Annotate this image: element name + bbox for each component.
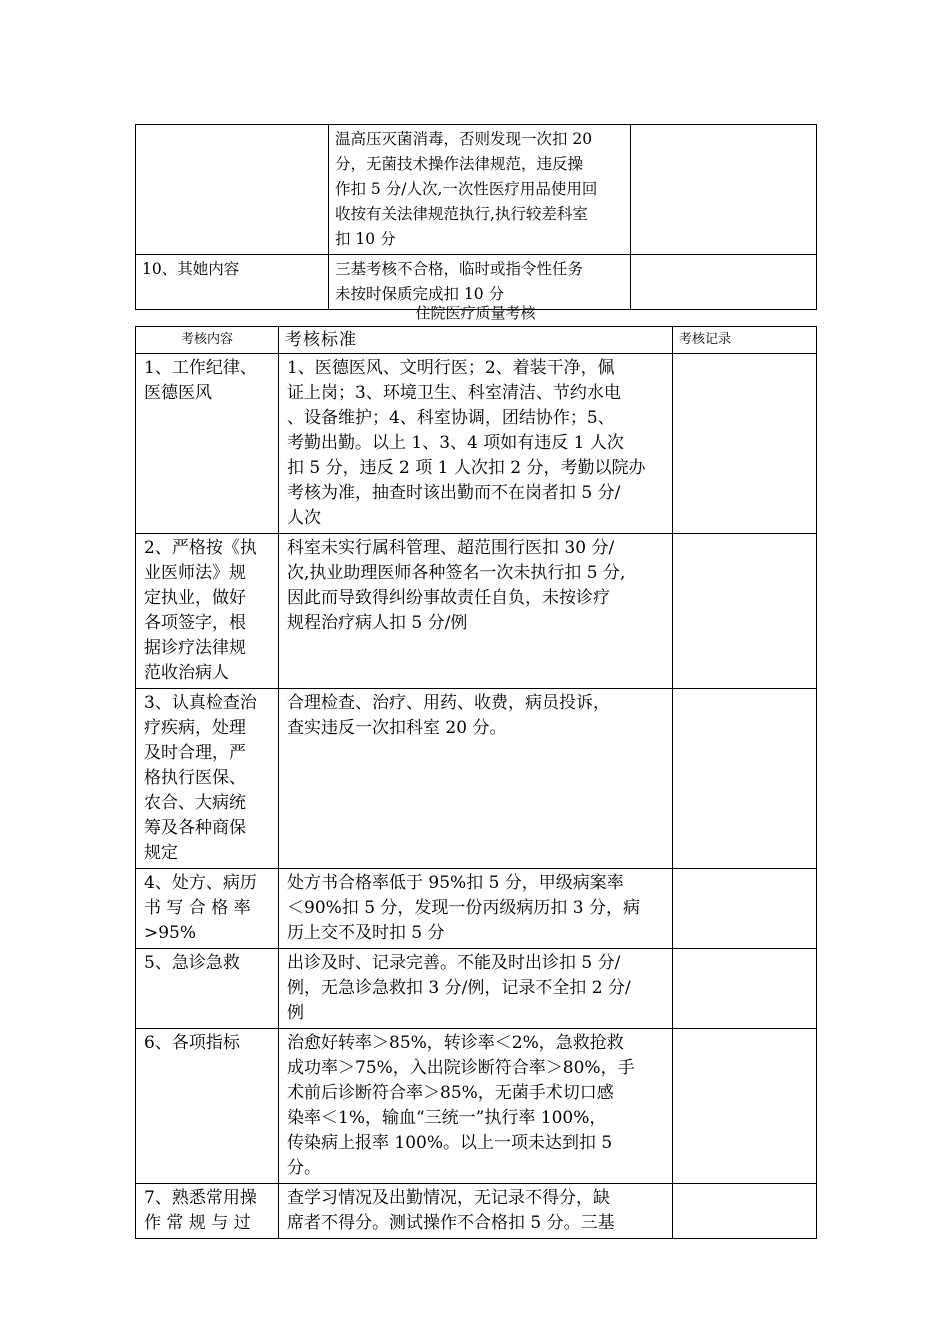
table-row [136,125,817,255]
record-cell [631,125,817,255]
table-row [136,534,817,689]
standard-cell: 合理检查、治疗、用药、收费，病员投诉， 查实违反一次扣科室 20 分。 [279,689,673,869]
standard-cell: 1、医德医风、文明行医；2、着装干净，佩 证上岗；3、环境卫生、科室清洁、节约水电 、设备维护；4、科室协调，团结协作；5、 考勤出勤。以上 1、3、4 项如有违反 1 人次 扣 5 分，违反 2 项 1 人次扣 2 分，考勤以院办 考核为准，抽查时该出勤而不在岗者扣 5 分/ 人次 [279,354,673,534]
standard-cell: 科室未实行属科管理、超范围行医扣 30 分/ 次,执业助理医师各种签名一次未执行扣 5 分, 因此而导致得纠纷事故责任自负，未按诊疗 规程治疗病人扣 5 分/例 [279,534,673,689]
record-cell [673,354,817,534]
table-caption: 住院医疗质量考核 [415,304,536,322]
standard-cell: 治愈好转率＞85%，转诊率＜2%，急救抢救 成功率＞75%，入出院诊断符合率＞80%，手 术前后诊断符合率＞85%，无菌手术切口感 染率＜1%，输血“三统一”执行率 100%， 传染病上报率 100%。以上一项未达到扣 5 分。 [279,1029,673,1184]
content-cell: 1、工作纪律、 医德医风 [136,354,279,534]
table-row [136,869,817,949]
table-row [136,1029,817,1184]
table-row [136,689,817,869]
record-cell [673,689,817,869]
standard-cell: 温高压灭菌消毒，否则发现一次扣 20 分，无菌技术操作法律规范，违反操 作扣 5 分/人次,一次性医疗用品使用回 收按有关法律规范执行,执行较差科室 扣 10 分 [329,125,631,255]
standard-cell: 处方书合格率低于 95%扣 5 分，甲级病案率 ＜90%扣 5 分，发现一份丙级病历扣 3 分，病 历上交不及时扣 5 分 [279,869,673,949]
content-cell: 10、其她内容 [136,255,329,310]
header-standard: 考核标准 [279,327,673,354]
content-cell: 7、熟悉常用操 作 常 规 与 过 [136,1184,279,1239]
table-header-row [136,327,817,354]
record-cell [673,1029,817,1184]
header-content: 考核内容 [136,327,279,354]
table-row [136,354,817,534]
header-record: 考核记录 [673,327,817,354]
continued-assessment-table [135,124,817,310]
table-row [136,949,817,1029]
standard-cell: 查学习情况及出勤情况，无记录不得分，缺 席者不得分。测试操作不合格扣 5 分。三基 [279,1184,673,1239]
content-cell: 3、认真检查治 疗疾病，处理 及时合理，严 格执行医保、 农合、大病统 筹及各种商保 规定 [136,689,279,869]
content-cell [136,125,329,255]
record-cell [673,949,817,1029]
standard-cell: 出诊及时、记录完善。不能及时出诊扣 5 分/ 例，无急诊急救扣 3 分/例，记录不全扣 2 分/ 例 [279,949,673,1029]
inpatient-quality-table [135,326,817,1239]
content-cell: 4、处方、病历 书 写 合 格 率 >95% [136,869,279,949]
record-cell [673,1184,817,1239]
content-cell: 5、急诊急救 [136,949,279,1029]
content-cell: 2、严格按《执 业医师法》规 定执业，做好 各项签字，根 据诊疗法律规 范收治病人 [136,534,279,689]
standard-cell: 三基考核不合格，临时或指令性任务 未按时保质完成扣 10 分 [329,255,631,310]
table-row [136,1184,817,1239]
record-cell [673,534,817,689]
record-cell [673,869,817,949]
content-cell: 6、各项指标 [136,1029,279,1184]
